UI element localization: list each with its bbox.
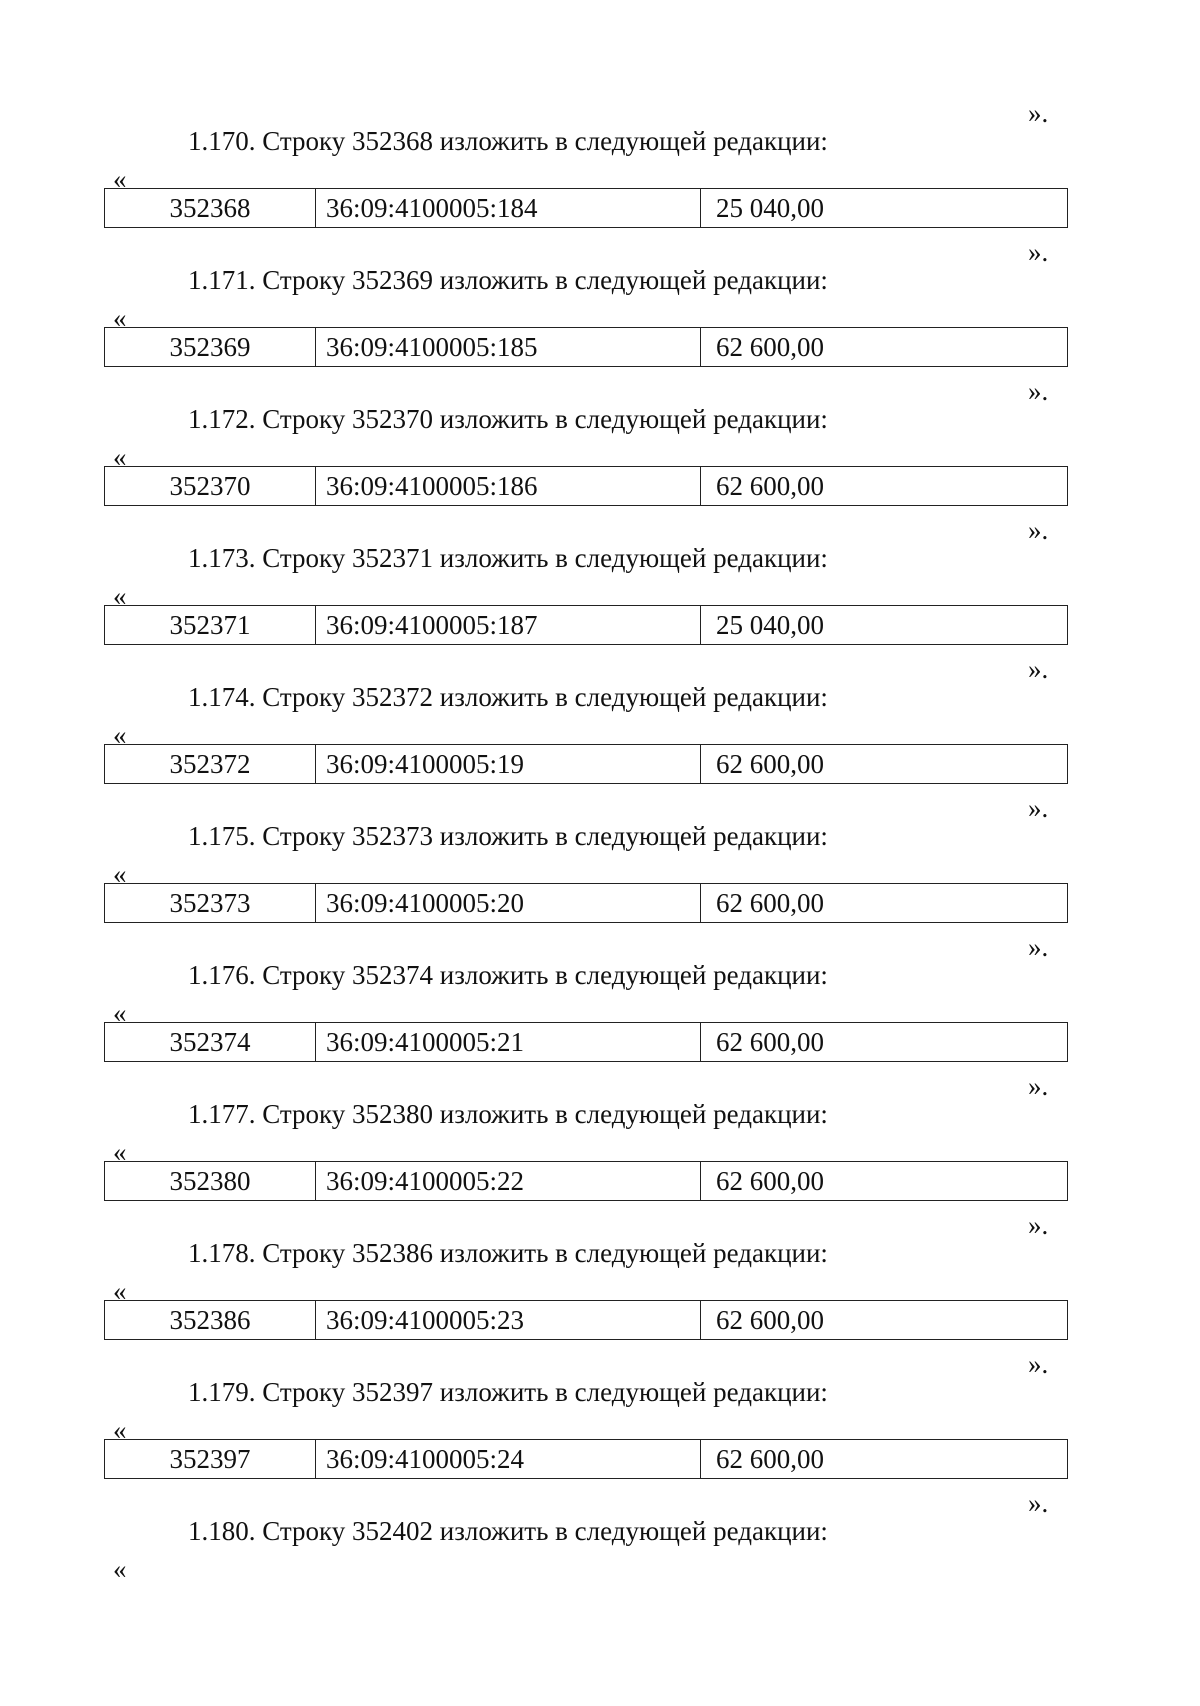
- instruction-line: 1.175. Строку 352373 изложить в следующей редакции:: [188, 821, 828, 851]
- instruction-line: 1.171. Строку 352369 изложить в следующей редакции:: [188, 265, 828, 295]
- cadastral-number: 36:09:4100005:187: [316, 606, 701, 644]
- table-row: [104, 1161, 1068, 1201]
- opening-quote: «: [113, 581, 127, 611]
- instruction-line: 1.179. Строку 352397 изложить в следующей редакции:: [188, 1377, 828, 1407]
- instruction-line: 1.177. Строку 352380 изложить в следующей редакции:: [188, 1099, 828, 1129]
- closing-quote: ».: [1028, 376, 1049, 406]
- opening-quote: «: [113, 303, 127, 333]
- cadastral-value: 25 040,00: [716, 609, 824, 640]
- table-row: [104, 605, 1068, 645]
- cadastral-number: 36:09:4100005:185: [316, 328, 701, 366]
- row-number: 352369: [105, 328, 316, 366]
- closing-quote: ».: [1028, 793, 1049, 823]
- cadastral-number: 36:09:4100005:22: [316, 1162, 701, 1200]
- instruction-line: 1.174. Строку 352372 изложить в следующей редакции:: [188, 682, 828, 712]
- cadastral-value: 62 600,00: [716, 470, 824, 501]
- cadastral-number: 36:09:4100005:184: [316, 189, 701, 227]
- closing-quote: ».: [1028, 932, 1049, 962]
- row-number: 352372: [105, 745, 316, 783]
- table-row: [104, 1300, 1068, 1340]
- cadastral-value: 62 600,00: [716, 1443, 824, 1474]
- opening-quote: «: [113, 998, 127, 1028]
- opening-quote: «: [113, 1137, 127, 1167]
- instruction-line: 1.173. Строку 352371 изложить в следующей редакции:: [188, 543, 828, 573]
- cadastral-number: 36:09:4100005:186: [316, 467, 701, 505]
- table-row: [104, 188, 1068, 228]
- cadastral-number: 36:09:4100005:19: [316, 745, 701, 783]
- instruction-line: 1.178. Строку 352386 изложить в следующей редакции:: [188, 1238, 828, 1268]
- row-number: 352370: [105, 467, 316, 505]
- row-number: 352373: [105, 884, 316, 922]
- table-row: [104, 744, 1068, 784]
- closing-quote: ».: [1028, 654, 1049, 684]
- instruction-line: 1.180. Строку 352402 изложить в следующей редакции:: [188, 1516, 828, 1546]
- opening-quote: «: [113, 164, 127, 194]
- instruction-line: 1.176. Строку 352374 изложить в следующей редакции:: [188, 960, 828, 990]
- cadastral-value: 62 600,00: [716, 748, 824, 779]
- row-number: 352371: [105, 606, 316, 644]
- cadastral-number: 36:09:4100005:23: [316, 1301, 701, 1339]
- closing-quote: ».: [1028, 515, 1049, 545]
- closing-quote: ».: [1028, 1488, 1049, 1518]
- opening-quote: «: [113, 442, 127, 472]
- table-row: [104, 466, 1068, 506]
- row-number: 352397: [105, 1440, 316, 1478]
- cadastral-value: 25 040,00: [716, 192, 824, 223]
- opening-quote: «: [113, 859, 127, 889]
- row-number: 352368: [105, 189, 316, 227]
- closing-quote: ».: [1028, 98, 1049, 128]
- row-number: 352386: [105, 1301, 316, 1339]
- table-row: [104, 1022, 1068, 1062]
- cadastral-number: 36:09:4100005:20: [316, 884, 701, 922]
- row-number: 352374: [105, 1023, 316, 1061]
- opening-quote: «: [113, 1276, 127, 1306]
- opening-quote: «: [113, 1554, 127, 1584]
- cadastral-value: 62 600,00: [716, 1304, 824, 1335]
- closing-quote: ».: [1028, 237, 1049, 267]
- cadastral-value: 62 600,00: [716, 331, 824, 362]
- instruction-line: 1.170. Строку 352368 изложить в следующей редакции:: [188, 126, 828, 156]
- table-row: [104, 883, 1068, 923]
- cadastral-value: 62 600,00: [716, 887, 824, 918]
- cadastral-value: 62 600,00: [716, 1165, 824, 1196]
- cadastral-value: 62 600,00: [716, 1026, 824, 1057]
- closing-quote: ».: [1028, 1349, 1049, 1379]
- table-row: [104, 327, 1068, 367]
- cadastral-number: 36:09:4100005:21: [316, 1023, 701, 1061]
- row-number: 352380: [105, 1162, 316, 1200]
- instruction-line: 1.172. Строку 352370 изложить в следующей редакции:: [188, 404, 828, 434]
- cadastral-number: 36:09:4100005:24: [316, 1440, 701, 1478]
- opening-quote: «: [113, 720, 127, 750]
- opening-quote: «: [113, 1415, 127, 1445]
- table-row: [104, 1439, 1068, 1479]
- closing-quote: ».: [1028, 1210, 1049, 1240]
- closing-quote: ».: [1028, 1071, 1049, 1101]
